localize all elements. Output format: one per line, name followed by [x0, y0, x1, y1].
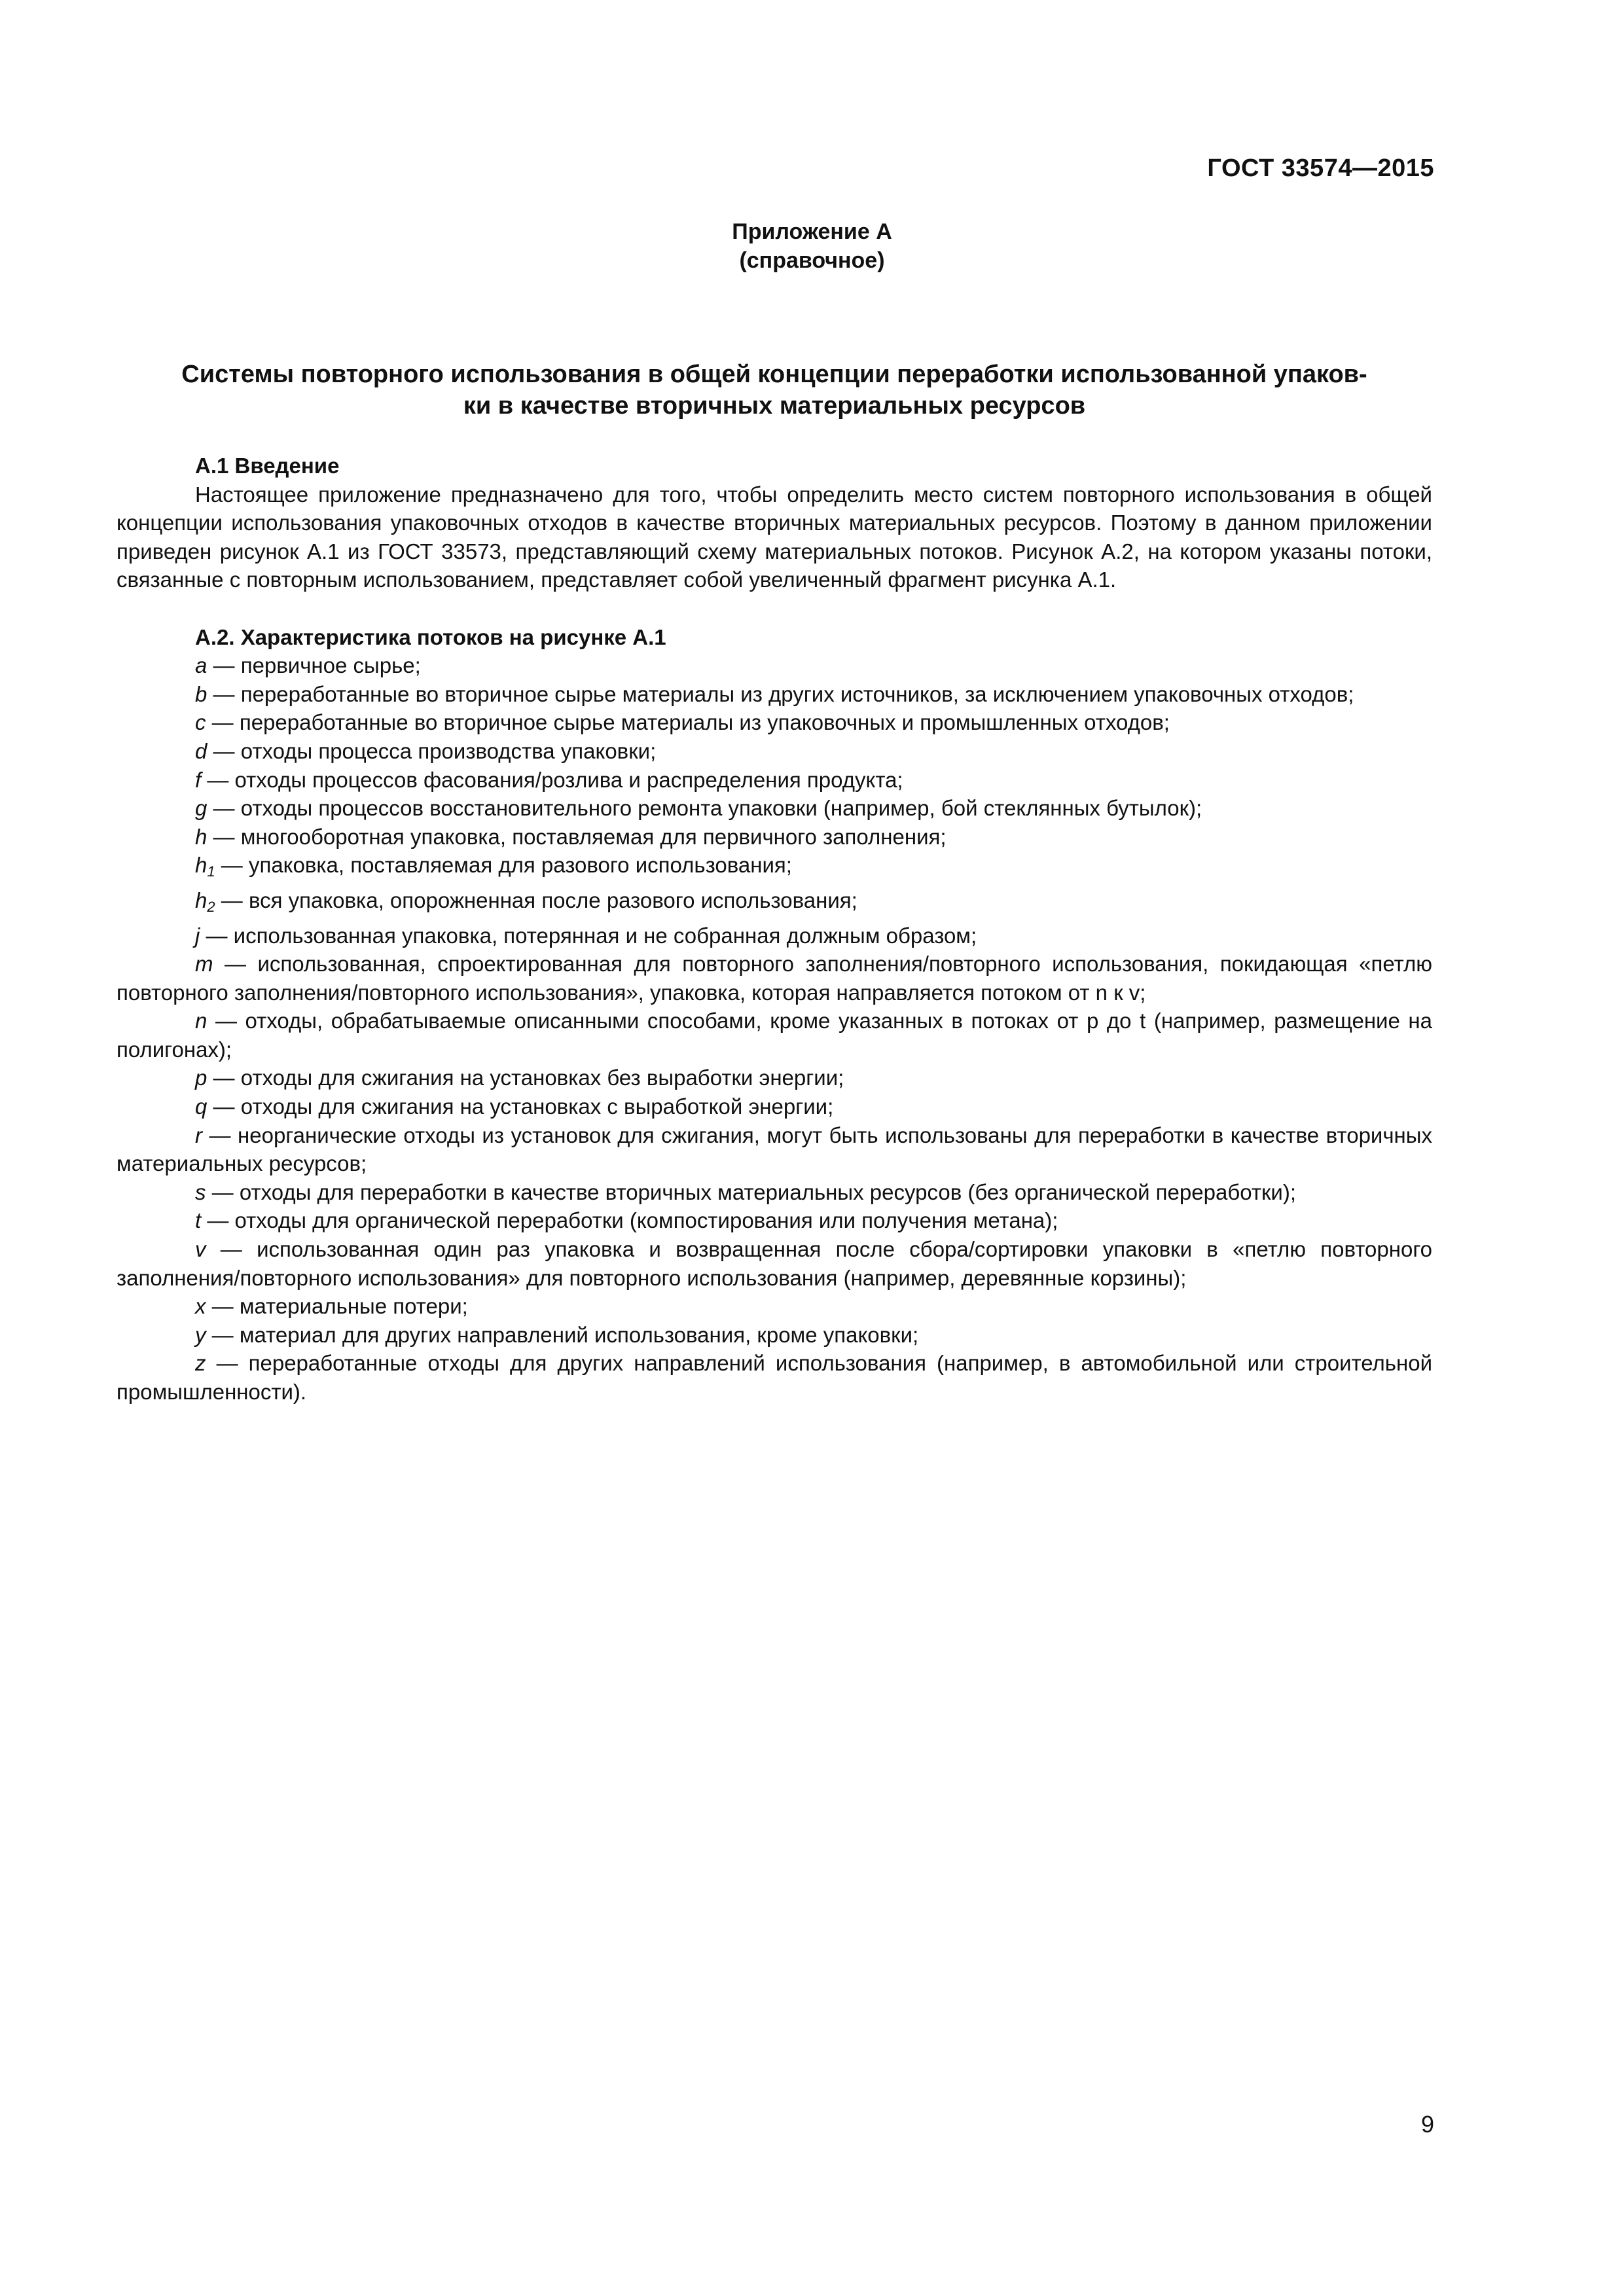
- document-title: [117, 359, 1432, 422]
- standard-code: ГОСТ 33574—2015: [1207, 154, 1434, 182]
- flow-description: — упаковка, поставляемая для разового использования;: [215, 853, 792, 878]
- flow-letter: f: [195, 767, 202, 792]
- list-item: [117, 922, 1432, 950]
- flow-description: — многооборотная упаковка, поставляемая для первичного заполнения;: [207, 824, 947, 849]
- flow-letter: j: [195, 923, 200, 948]
- section-a2-heading: А.2. Характеристика потоков на рисунке А.1: [195, 624, 666, 649]
- flow-letter: a: [195, 653, 208, 678]
- flow-description: — переработанные во вторичное сырье материалы из упаковочных и промышленных отходов;: [206, 710, 1170, 735]
- flow-description: — отходы для переработки в качестве вторичных материальных ресурсов (без органической переработки);: [206, 1179, 1296, 1204]
- flow-letter: d: [195, 738, 208, 763]
- title-line-2: ки в качестве вторичных материальных ресурсов: [463, 392, 1086, 420]
- flow-description: — использованная, спроектированная для повторного заполнения/повторного использования, покидающая «петлю повторного заполнения/повторного использования», упаковка, которая направляется потоком от n к v;: [117, 952, 1432, 1005]
- flow-description: — использованная один раз упаковка и возвращенная после сбора/сортировки упаковки в «петлю повторного заполнения/повторного использования» для повторного использования (например, деревянные корзины);: [117, 1237, 1432, 1290]
- flow-letter: p: [195, 1066, 208, 1090]
- flow-description: — отходы, обрабатываемые описанными способами, кроме указанных в потоках от p до t (например, размещение на полигонах);: [117, 1009, 1432, 1062]
- flow-letter: n: [195, 1009, 208, 1033]
- flow-description: — отходы процессов фасования/розлива и распределения продукта;: [201, 767, 903, 792]
- flow-letter: v: [195, 1237, 206, 1262]
- list-item: [117, 886, 1432, 922]
- flow-letter: h: [195, 824, 208, 849]
- flow-letter: h: [195, 853, 208, 878]
- list-item: [117, 950, 1432, 1007]
- flow-letter: z: [195, 1351, 206, 1376]
- appendix-type: (справочное): [739, 248, 885, 273]
- list-item: [117, 680, 1432, 709]
- section-a1-text: Настоящее приложение предназначено для того, чтобы определить место систем повторного использования в общей концепции использования упаковочных отходов в качестве вторичных материальных ресурсов. Поэтому в данном приложении приведен рисунок А.1 из ГОСТ 33573, представляющий схему материальных потоков. Рисунок А.2, на котором указаны потоки, связанные с повторным использованием, представляет собой увеличенный фрагмент рисунка А.1.: [117, 482, 1432, 592]
- list-item: [117, 1121, 1432, 1178]
- list-item: [117, 851, 1432, 886]
- list-item: [117, 1292, 1432, 1321]
- flow-description: — вся упаковка, опорожненная после разового использования;: [215, 888, 857, 912]
- list-item: [117, 766, 1432, 795]
- flow-letter: t: [195, 1208, 202, 1233]
- flow-letter: q: [195, 1094, 208, 1119]
- flow-description: — переработанные отходы для других направлений использования (например, в автомобильной или строительной промышленности).: [117, 1351, 1432, 1404]
- section-a1-heading: А.1 Введение: [195, 454, 340, 478]
- flow-description: — использованная упаковка, потерянная и не собранная должным образом;: [200, 923, 977, 948]
- flow-letter: h: [195, 888, 208, 912]
- flow-letter: m: [195, 952, 213, 977]
- list-item: [117, 1092, 1432, 1121]
- flow-letter: c: [195, 710, 206, 735]
- appendix-heading: [0, 217, 1624, 275]
- flow-letter: g: [195, 796, 208, 821]
- flow-description: — первичное сырье;: [207, 653, 421, 678]
- list-item: [117, 1007, 1432, 1064]
- flow-description: — отходы для сжигания на установках без выработки энергии;: [207, 1066, 844, 1090]
- flow-description: — отходы процесса производства упаковки;: [207, 738, 657, 763]
- list-item: [117, 1321, 1432, 1350]
- flow-letter: b: [195, 681, 208, 706]
- list-item: [117, 823, 1432, 852]
- appendix-label: Приложение А: [732, 219, 892, 244]
- flow-letter: r: [195, 1122, 202, 1147]
- flow-description: — переработанные во вторичное сырье материалы из других источников, за исключением упаковочных отходов;: [207, 681, 1354, 706]
- list-item: [117, 1235, 1432, 1292]
- flow-list: [117, 651, 1432, 1406]
- flow-subscript: 1: [207, 863, 215, 880]
- flow-description: — отходы для органической переработки (компостирования или получения метана);: [201, 1208, 1058, 1233]
- list-item: [117, 1349, 1432, 1406]
- flow-subscript: 2: [207, 898, 215, 915]
- list-item: [117, 1064, 1432, 1092]
- flow-description: — отходы для сжигания на установках с выработкой энергии;: [207, 1094, 834, 1119]
- flow-description: — материальные потери;: [206, 1294, 468, 1319]
- title-line-1: Системы повторного использования в общей концепции переработки использованной упаков-: [181, 361, 1367, 388]
- flow-letter: x: [195, 1294, 206, 1319]
- list-item: [117, 1178, 1432, 1207]
- page-number: 9: [1420, 2111, 1434, 2138]
- list-item: [117, 737, 1432, 766]
- flow-description: — неорганические отходы из установок для сжигания, могут быть использованы для переработки в качестве вторичных материальных ресурсов;: [117, 1122, 1432, 1176]
- flow-description: — материал для других направлений использования, кроме упаковки;: [206, 1322, 919, 1347]
- flow-letter: y: [195, 1322, 206, 1347]
- list-item: [117, 708, 1432, 737]
- document-body: [117, 452, 1432, 1407]
- list-item: [117, 794, 1432, 823]
- flow-description: — отходы процессов восстановительного ремонта упаковки (например, бой стеклянных бутылок);: [207, 796, 1202, 821]
- flow-letter: s: [195, 1179, 206, 1204]
- list-item: [117, 651, 1432, 680]
- list-item: [117, 1206, 1432, 1235]
